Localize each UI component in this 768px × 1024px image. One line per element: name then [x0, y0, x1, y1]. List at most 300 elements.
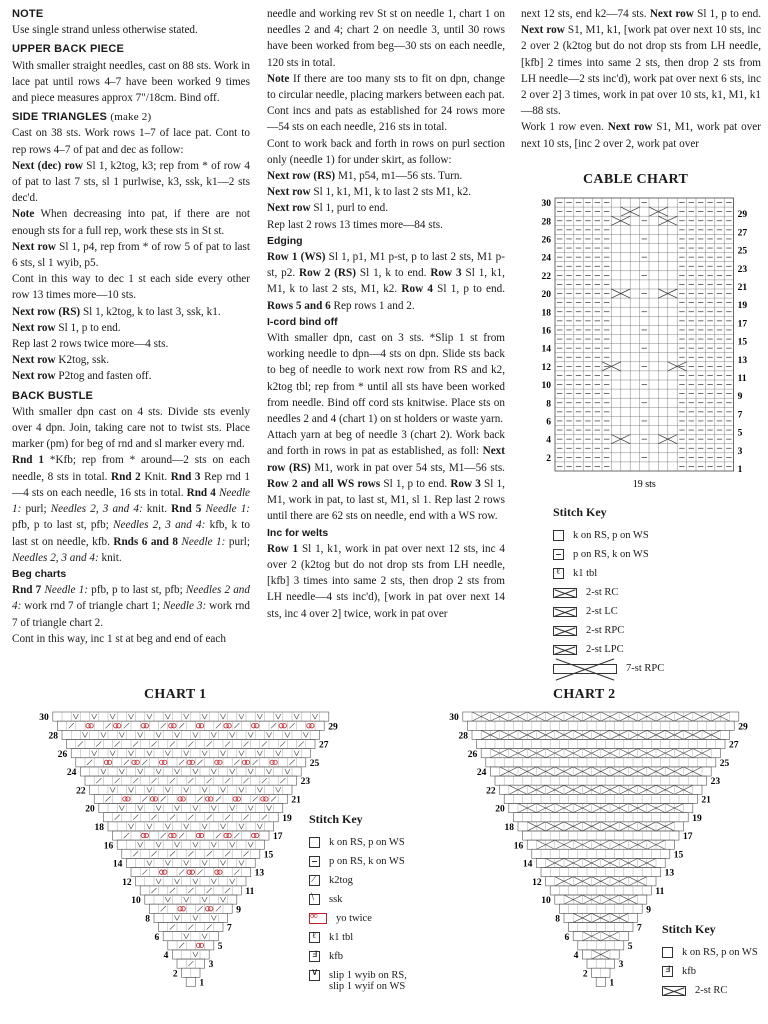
yo-mark	[199, 943, 203, 947]
slip-mark	[239, 860, 242, 865]
rnd-body: knit.	[142, 503, 172, 516]
slip-mark	[239, 824, 242, 829]
rnd-body: work rnd 7 of triangle chart 2.	[12, 600, 250, 629]
slip-mark	[119, 732, 122, 737]
lc-2st-icon	[553, 607, 577, 617]
key-row	[662, 962, 758, 981]
slip-mark	[193, 806, 196, 811]
k2tog-mark	[161, 796, 166, 801]
k2tog-mark	[179, 760, 184, 765]
slip-mark	[131, 714, 134, 719]
col2-text-5	[267, 168, 505, 184]
slip-mark	[165, 824, 168, 829]
k2tog-mark	[207, 924, 212, 929]
k2tog-mark	[188, 924, 193, 929]
slip-mark	[147, 824, 150, 829]
slip-mark	[220, 860, 223, 865]
slip-mark	[241, 714, 244, 719]
row-number-left: 6	[564, 932, 570, 943]
side-label: Note	[12, 208, 35, 221]
slip-mark	[184, 897, 187, 902]
bustle-text-1: With smaller dpn cast on 4 sts. Divide sts evenly over 4 dpn. Join, taking care not to twist sts. Place marker (pm) for beg of rnd and sl marker every rnd.	[12, 405, 250, 451]
key-row	[553, 583, 664, 602]
slip-mark	[269, 732, 272, 737]
bustle-text-2	[12, 452, 250, 565]
k2tog-mark	[262, 778, 267, 783]
slip-mark	[195, 915, 198, 920]
key-row	[662, 981, 758, 1000]
chart-row	[550, 886, 651, 895]
slip-mark	[186, 787, 189, 792]
row-number-left: 14	[522, 859, 533, 870]
slip-mark	[113, 714, 116, 719]
row-body: Sl 1, k1, M1, k to last 2 sts M1, k2.	[310, 186, 471, 199]
slip-mark	[232, 732, 235, 737]
slip-mark	[297, 751, 300, 756]
slip-mark	[82, 732, 85, 737]
rc-2st-icon	[553, 588, 577, 598]
slip-icon	[309, 970, 320, 981]
slip-mark	[278, 714, 281, 719]
key-label: kfb	[329, 951, 343, 962]
row-number-right: 21	[291, 795, 301, 806]
rnd-label: Rnd 5	[171, 503, 202, 516]
yo-mark	[236, 797, 240, 801]
slip-mark	[220, 751, 223, 756]
slip-mark	[165, 787, 168, 792]
chart-row	[504, 794, 697, 803]
k2tog-mark	[243, 778, 248, 783]
slip-mark	[278, 787, 281, 792]
row-number-right: 7	[227, 923, 232, 934]
yo-mark	[199, 833, 203, 837]
k2tog-mark	[197, 906, 202, 911]
row-number-left: 30	[449, 713, 459, 724]
slip-line-2: slip 1 wyif on WS	[329, 981, 406, 992]
key-row	[309, 966, 407, 1000]
k2tog-mark	[151, 851, 156, 856]
slip-mark	[122, 806, 125, 811]
slip-mark	[168, 860, 171, 865]
row-body: Sl 1, k1, M1, k to last 2 sts, M1, k2.	[267, 267, 505, 296]
chart-row	[495, 776, 707, 785]
chart-row	[76, 758, 306, 767]
slip-mark	[232, 769, 235, 774]
row-number-left: 6	[546, 417, 551, 428]
k2tog-mark	[179, 833, 184, 838]
yo-mark	[144, 724, 148, 728]
upper-back-text: With smaller straight needles, cast on 88 sts. Work in lace pat until rows 4–7 have been worked 9 times and piece measures approx 7"/18cm. Bind off.	[12, 59, 250, 105]
row-body: M1, work in pat over 54 sts, M1—56 sts.	[310, 461, 505, 474]
side-triangles-heading	[12, 109, 250, 125]
chart-row	[186, 977, 195, 986]
key-label: 2-st RC	[586, 587, 619, 598]
slip-mark	[92, 751, 95, 756]
slip-mark	[223, 714, 226, 719]
slip-mark	[269, 769, 272, 774]
slip-mark	[205, 934, 208, 939]
slip-mark	[159, 732, 162, 737]
knit-icon	[309, 837, 320, 848]
row-number-right: 15	[673, 850, 684, 861]
slip-mark	[119, 769, 122, 774]
chart-row	[578, 941, 624, 950]
slip-mark	[177, 879, 180, 884]
chart-row	[57, 721, 324, 730]
slip-mark	[211, 806, 214, 811]
chart-row	[149, 904, 232, 913]
row-body: Sl 1, purl to end.	[310, 202, 388, 215]
slip-mark	[239, 787, 242, 792]
k2tog-mark	[105, 723, 110, 728]
k2tog-mark	[197, 796, 202, 801]
k2tog-mark	[243, 741, 248, 746]
chart-row	[541, 868, 661, 877]
slip-mark	[211, 879, 214, 884]
slip-mark	[214, 769, 217, 774]
row-number-left: 12	[532, 877, 542, 888]
row-number-left: 20	[541, 290, 551, 301]
slip-mark	[122, 769, 125, 774]
k2tog-mark	[216, 723, 221, 728]
slip-mark	[85, 732, 88, 737]
k1-tbl-icon	[309, 932, 320, 943]
row-body: Sl 1, p to end.	[432, 283, 505, 296]
k2tog-mark	[280, 778, 285, 783]
k2tog-mark	[289, 760, 294, 765]
chart-2-title: CHART 2	[553, 687, 616, 702]
key-label: 2-st LPC	[586, 644, 624, 655]
key-row	[553, 545, 664, 564]
row-body: Sl 1, p to end.	[693, 8, 762, 20]
k2tog-mark	[207, 815, 212, 820]
slip-mark	[184, 787, 187, 792]
slip-mark	[202, 934, 205, 939]
row-body: Rep rows 1 and 2.	[330, 299, 415, 312]
slip-mark	[241, 860, 244, 865]
row-number-right: 13	[254, 868, 265, 879]
row-number-left: 8	[145, 914, 150, 925]
slip-mark	[174, 915, 177, 920]
yo-mark	[255, 833, 259, 837]
side-text-3	[12, 206, 250, 238]
chart-row	[596, 977, 605, 986]
welts-heading: Inc for welts	[267, 526, 329, 539]
slip-mark	[168, 897, 171, 902]
note-label: Note	[267, 72, 290, 85]
slip-mark	[122, 732, 125, 737]
slip-mark	[103, 732, 106, 737]
yo-mark	[126, 797, 130, 801]
needle-label: Needles 2, 3 and 4:	[113, 519, 206, 532]
slip-mark	[232, 879, 235, 884]
rnd-body: kfb, k to last st on needle, kfb.	[12, 519, 251, 548]
col2-text-12	[267, 541, 505, 622]
col3-text-2	[521, 119, 761, 151]
slip-mark	[128, 787, 131, 792]
slip-mark	[193, 732, 196, 737]
slip-mark	[248, 806, 251, 811]
row-number-right: 1	[199, 978, 205, 989]
slip-mark	[257, 824, 260, 829]
chart-row	[477, 739, 725, 748]
slip-mark	[223, 751, 226, 756]
slip-mark	[138, 769, 141, 774]
slip-mark	[128, 714, 131, 719]
slip-mark	[147, 751, 150, 756]
row-label: Next row	[607, 121, 653, 134]
slip-mark	[205, 751, 208, 756]
key-label: 2-st RPC	[586, 625, 625, 636]
needle-label: Needles 2, 3 and 4:	[12, 551, 99, 564]
slip-mark	[186, 934, 189, 939]
row-number-right: 11	[655, 887, 665, 897]
k2tog-mark	[133, 851, 138, 856]
beg-text-2: Cont in this way, inc 1 st at beg and end of each	[12, 632, 226, 645]
yo-mark	[255, 724, 259, 728]
slip-mark	[239, 714, 242, 719]
key-row	[553, 659, 664, 678]
row-number-left: 6	[154, 932, 160, 943]
side-text-6	[12, 304, 250, 320]
key-label: k on RS, p on WS	[329, 837, 405, 848]
k2tog-mark	[170, 815, 175, 820]
k2tog-mark	[225, 888, 230, 893]
row-number-left: 14	[112, 859, 123, 870]
row-number-left: 18	[541, 308, 551, 319]
k2tog-mark	[133, 741, 138, 746]
slip-mark	[223, 787, 226, 792]
row-number-right: 19	[282, 813, 292, 824]
needle-label: Needles 2 and 4:	[12, 584, 250, 613]
key-row	[553, 640, 664, 659]
slip-mark	[113, 787, 116, 792]
yo-mark	[89, 724, 93, 728]
k2tog-mark	[216, 833, 221, 838]
row-number-right: 25	[309, 758, 320, 769]
yo-mark	[209, 797, 213, 801]
slip-mark	[223, 824, 226, 829]
slip-mark	[205, 897, 208, 902]
cable-stitch-key	[553, 505, 664, 678]
row-number-left: 10	[541, 896, 551, 907]
k2tog-mark	[151, 741, 156, 746]
beg-charts-heading: Beg charts	[12, 567, 67, 580]
k2tog-mark	[234, 870, 239, 875]
row-number-left: 18	[94, 822, 104, 833]
slip-mark	[101, 732, 104, 737]
slip-mark	[174, 879, 177, 884]
side-body: Sl 1, p to end.	[55, 321, 121, 334]
side-body: Sl 1, k2tog, k to last 3, ssk, k1.	[80, 305, 221, 318]
row-label: Row 2 and all WS rows	[267, 477, 381, 490]
yo-mark	[117, 724, 121, 728]
row-number-left: 2	[546, 453, 551, 464]
k2tog-mark	[124, 833, 129, 838]
slip-mark	[177, 915, 180, 920]
row-number-left: 22	[541, 271, 551, 282]
row-number-right: 5	[737, 428, 743, 439]
needle-label: Needle 1:	[205, 503, 251, 516]
slip-mark	[186, 824, 189, 829]
rpc-2st-icon	[553, 626, 577, 636]
row-body: S1, M1, k1, [work pat over next 10 sts, inc 2 over 2 (k2tog but do not drop sts from LH needle, [kfb] 2 times into same 2 sts, then drop 2 sts from LH needle—2 sts inc'd), work pat over next 6 sts, inc 2 over 2] 3 times, work in pat over 10 sts, k1, M1, k1—88 sts.	[521, 24, 761, 118]
row-number-right: 17	[737, 319, 748, 330]
slip-mark	[251, 842, 254, 847]
row-number-right: 21	[737, 283, 748, 293]
row-number-right: 13	[664, 868, 675, 879]
row-number-right: 19	[692, 813, 702, 824]
key-label: kfb	[682, 966, 696, 977]
slip-mark	[184, 714, 187, 719]
column-2	[267, 6, 505, 622]
k2tog-mark	[207, 851, 212, 856]
k2tog-mark	[179, 723, 184, 728]
col2-text-6	[267, 184, 505, 200]
row-number-left: 16	[513, 841, 524, 852]
slip-mark	[257, 787, 260, 792]
slip-mark	[195, 732, 198, 737]
yo-mark	[190, 760, 194, 764]
purl-icon	[553, 549, 564, 560]
col2-text-9	[267, 249, 505, 314]
k2tog-mark	[78, 741, 83, 746]
side-body: When decreasing into pat, if there are not enough sts for a full rep, work these sts in St st.	[12, 208, 250, 237]
slip-mark	[131, 751, 134, 756]
k2tog-mark	[96, 741, 101, 746]
slip-mark	[202, 860, 205, 865]
side-body: P2tog and fasten off.	[55, 370, 152, 383]
stitch-count-label: 19 sts	[632, 479, 656, 490]
k2tog-mark	[161, 723, 166, 728]
slip-mark	[251, 806, 254, 811]
slip-mark	[131, 824, 134, 829]
slip-mark	[220, 787, 223, 792]
row-number-left: 8	[546, 399, 551, 410]
key-row	[309, 833, 407, 852]
k2tog-mark	[151, 888, 156, 893]
key-label: p on RS, k on WS	[329, 856, 405, 867]
row-number-left: 24	[541, 253, 551, 264]
side-text-9	[12, 352, 250, 368]
k2tog-mark	[161, 833, 166, 838]
row-label: Row 3	[430, 267, 462, 280]
slip-mark	[168, 751, 171, 756]
k2tog-mark	[225, 815, 230, 820]
slip-mark	[278, 751, 281, 756]
ssk-icon	[309, 894, 320, 905]
slip-mark	[101, 769, 104, 774]
slip-mark	[195, 952, 198, 957]
chart-row	[131, 868, 251, 877]
slip-mark	[140, 732, 143, 737]
slip-mark	[156, 806, 159, 811]
chart1-stitch-key	[309, 812, 407, 1000]
slip-mark	[257, 751, 260, 756]
row-number-right: 5	[217, 941, 223, 952]
slip-mark	[285, 769, 288, 774]
row-number-left: 24	[476, 768, 487, 779]
slip-mark	[119, 806, 122, 811]
side-triangles-title: SIDE TRIANGLES	[12, 111, 108, 124]
slip-mark	[156, 732, 159, 737]
rpc-7st-icon	[553, 664, 617, 674]
slip-mark	[230, 879, 233, 884]
k2tog-mark	[207, 741, 212, 746]
k2tog-mark	[207, 778, 212, 783]
k2tog-mark	[188, 851, 193, 856]
key-row	[309, 852, 407, 871]
rnd-label: Rnd 2	[111, 470, 141, 483]
slip-mark	[230, 769, 233, 774]
slip-mark	[241, 824, 244, 829]
row-label: Next row	[649, 8, 694, 20]
yo-mark	[264, 797, 268, 801]
key-label: yo twice	[336, 913, 372, 924]
slip-mark	[294, 751, 297, 756]
yo-mark	[153, 797, 157, 801]
k2tog-mark	[262, 815, 267, 820]
row-number-right: 11	[737, 374, 747, 384]
row-label: Row 1	[267, 542, 299, 555]
slip-mark	[186, 751, 189, 756]
key-label	[329, 970, 407, 992]
slip-mark	[202, 897, 205, 902]
yo-mark	[310, 724, 314, 728]
chart-row	[587, 959, 615, 968]
needle-label: Needle 1:	[44, 584, 88, 597]
k2tog-mark	[243, 815, 248, 820]
slip-mark	[248, 842, 251, 847]
col2-text-2	[267, 71, 505, 103]
key-label: 2-st RC	[695, 985, 728, 996]
chart-1-title: CHART 1	[144, 687, 207, 702]
k2tog-mark	[225, 778, 230, 783]
row-number-left: 10	[131, 896, 141, 907]
chart-row	[532, 849, 670, 858]
row-number-right: 29	[737, 210, 748, 221]
side-text-1: Cast on 38 sts. Work rows 1–7 of lace pat. Cont to rep rows 4–7 of pat and dec as follow:	[12, 127, 250, 156]
k2tog-mark	[280, 741, 285, 746]
cable-chart-title: CABLE CHART	[583, 172, 689, 187]
k2tog-mark	[216, 906, 221, 911]
chart-row	[113, 831, 269, 840]
slip-mark	[165, 751, 168, 756]
key-row	[309, 890, 407, 909]
chart-row	[168, 941, 214, 950]
slip-mark	[297, 714, 300, 719]
k2tog-mark	[299, 741, 304, 746]
k2tog-mark	[124, 760, 129, 765]
slip-mark	[159, 842, 162, 847]
slip-mark	[94, 714, 97, 719]
key-row	[553, 526, 664, 545]
row-label: Next row (RS)	[267, 170, 336, 183]
back-bustle-heading: BACK BUSTLE	[12, 389, 94, 402]
slip-mark	[159, 769, 162, 774]
slip-mark	[312, 714, 315, 719]
slip-mark	[140, 769, 143, 774]
slip-mark	[131, 787, 134, 792]
k2tog-mark	[170, 924, 175, 929]
side-label: Next row	[12, 240, 56, 253]
row-number-right: 25	[737, 246, 748, 257]
yo-mark	[135, 760, 139, 764]
row-number-right: 3	[618, 960, 624, 971]
yo-mark	[163, 870, 167, 874]
kfb-icon	[662, 966, 673, 977]
knit-icon	[553, 530, 564, 541]
